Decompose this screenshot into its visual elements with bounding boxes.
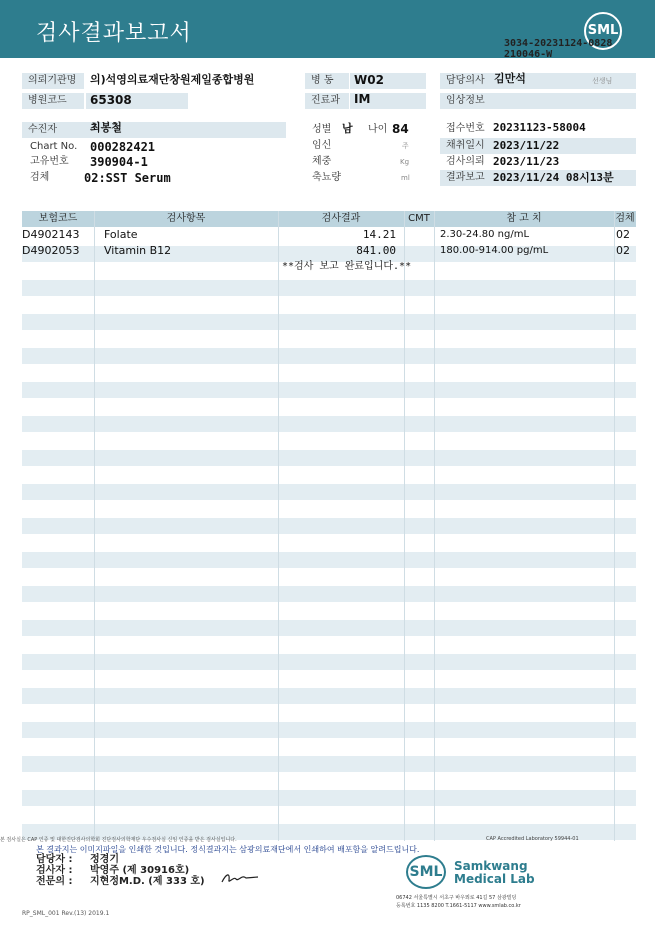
- column-divider: [278, 211, 279, 841]
- request-label: 검사의뢰: [446, 156, 485, 167]
- header-specimen: 검체: [615, 213, 635, 224]
- table-stripe: [22, 688, 636, 704]
- print-notice: 본 결과지는 이미지파일을 인쇄한 것입니다. 정식결과지는 삼광의료재단에서 인쇄하여 배포함을 알려드립니다.: [36, 845, 420, 854]
- report-title: 검사결과보고서: [36, 21, 192, 46]
- urine-label: 축뇨량: [312, 172, 341, 183]
- specialist-label: 전문의 :: [36, 876, 73, 887]
- manager-value: 정경기: [90, 854, 119, 865]
- specimen-value: 02:SST Serum: [84, 171, 171, 185]
- table-stripe: [22, 280, 636, 296]
- header-cmt: CMT: [408, 213, 430, 224]
- table-stripe: [22, 552, 636, 568]
- table-stripe: [22, 620, 636, 636]
- signature-icon: [220, 870, 260, 886]
- accreditation-disclaimer: 본 검사실은 CAP 인증 및 대한진단검사의학회 진단검사의학재단 우수검사실 신임 인증을 받은 검사실입니다.: [0, 837, 237, 843]
- hospital-code-label: 병원코드: [22, 93, 84, 109]
- lab-name: Samkwang Medical Lab: [454, 859, 535, 886]
- table-stripe: [22, 790, 636, 806]
- report-value: 2023/11/24 08시13분: [493, 171, 614, 184]
- ward-label: 병 동: [305, 73, 349, 89]
- sex-value: 남: [342, 122, 353, 135]
- form-code: RP_SML_001 Rev.(13) 2019.1: [22, 910, 110, 917]
- doctor-label: 담당의사: [440, 73, 490, 89]
- lab-logo: SML: [406, 855, 446, 889]
- report-label: 결과보고: [440, 170, 636, 186]
- pregnancy-unit: 주: [402, 142, 409, 150]
- institution-value: 의)석영의료재단창원제일종합병원: [90, 73, 255, 86]
- header-reference: 참 고 치: [506, 213, 542, 224]
- age-value: 84: [392, 122, 409, 136]
- id-value: 390904-1: [90, 155, 148, 169]
- weight-label: 체중: [312, 156, 332, 167]
- receipt-value: 20231123-58004: [493, 121, 586, 134]
- urine-unit: ml: [401, 174, 410, 182]
- collect-label: 채취일시: [440, 138, 636, 154]
- sex-label: 성별: [312, 124, 332, 135]
- row-code: D4902143: [22, 228, 80, 241]
- manager-label: 담당자 :: [36, 854, 73, 865]
- header-result: 검사결과: [321, 213, 361, 224]
- table-stripe: [22, 450, 636, 466]
- doctor-suffix: 선생님: [592, 77, 613, 85]
- row-code: D4902053: [22, 244, 80, 257]
- sml-logo: SML: [584, 12, 622, 50]
- dept-value: IM: [354, 92, 371, 106]
- column-divider: [94, 211, 95, 841]
- id-label: 고유번호: [30, 156, 69, 167]
- row-item: Vitamin B12: [104, 244, 172, 257]
- chart-value: 000282421: [90, 140, 156, 154]
- table-stripe: [22, 382, 636, 398]
- table-stripe: [22, 518, 636, 534]
- column-divider: [404, 211, 405, 841]
- row-specimen: 02: [616, 228, 630, 241]
- weight-unit: Kg: [400, 158, 410, 166]
- doctor-value: 김만석: [494, 72, 526, 85]
- table-stripe: [22, 416, 636, 432]
- collect-value: 2023/11/22: [493, 139, 560, 152]
- table-stripe: [22, 348, 636, 364]
- clinical-info-label: 임상정보: [440, 93, 636, 109]
- chart-label: Chart No.: [30, 141, 78, 152]
- patient-label: 수진자: [22, 122, 286, 138]
- patient-value: 최봉철: [90, 121, 122, 134]
- lab-contact: 등록번호 1135 8200 T.1661-5117 www.smlab.co.kr: [396, 903, 521, 909]
- request-value: 2023/11/23: [493, 155, 560, 168]
- receipt-label: 접수번호: [446, 123, 485, 134]
- table-stripe: [22, 484, 636, 500]
- header-code: 보험코드: [38, 213, 78, 224]
- table-stripe: [22, 756, 636, 772]
- row-result: 14.21: [362, 228, 396, 241]
- institution-label: 의뢰기관명: [22, 73, 84, 89]
- row-specimen: 02: [616, 244, 630, 257]
- row-result: 841.00: [356, 244, 396, 257]
- results-table-header: [22, 211, 636, 227]
- header-item: 검사항목: [166, 213, 206, 224]
- table-stripe: [22, 314, 636, 330]
- hospital-code-value: 65308: [90, 93, 132, 107]
- table-stripe: [22, 654, 636, 670]
- examiner-label: 검사자 :: [36, 865, 73, 876]
- ward-value: W02: [354, 73, 384, 87]
- report-number: 3034-20231124-0828 210046-W: [504, 38, 613, 60]
- age-label: 나이: [368, 124, 388, 135]
- cap-number: CAP Accredited Laboratory 59944-01: [486, 836, 579, 842]
- report-complete-note: **검사 보고 완료입니다.**: [282, 261, 412, 272]
- table-stripe: [22, 586, 636, 602]
- row-reference: 180.00-914.00 pg/mL: [440, 245, 549, 256]
- specialist-value: 지현정M.D. (제 333 호): [90, 876, 205, 887]
- examiner-value: 박영주 (제 30916호): [90, 865, 190, 876]
- dept-label: 진료과: [305, 93, 349, 109]
- row-reference: 2.30-24.80 ng/mL: [440, 229, 530, 240]
- pregnancy-label: 임신: [312, 140, 332, 151]
- column-divider: [434, 211, 435, 841]
- row-item: Folate: [104, 228, 138, 241]
- specimen-label: 검체: [30, 172, 50, 183]
- lab-address: 06742 서울특별시 서초구 바우뫼로 41길 57 삼광빌딩: [396, 895, 517, 901]
- table-stripe: [22, 722, 636, 738]
- column-divider: [614, 211, 615, 841]
